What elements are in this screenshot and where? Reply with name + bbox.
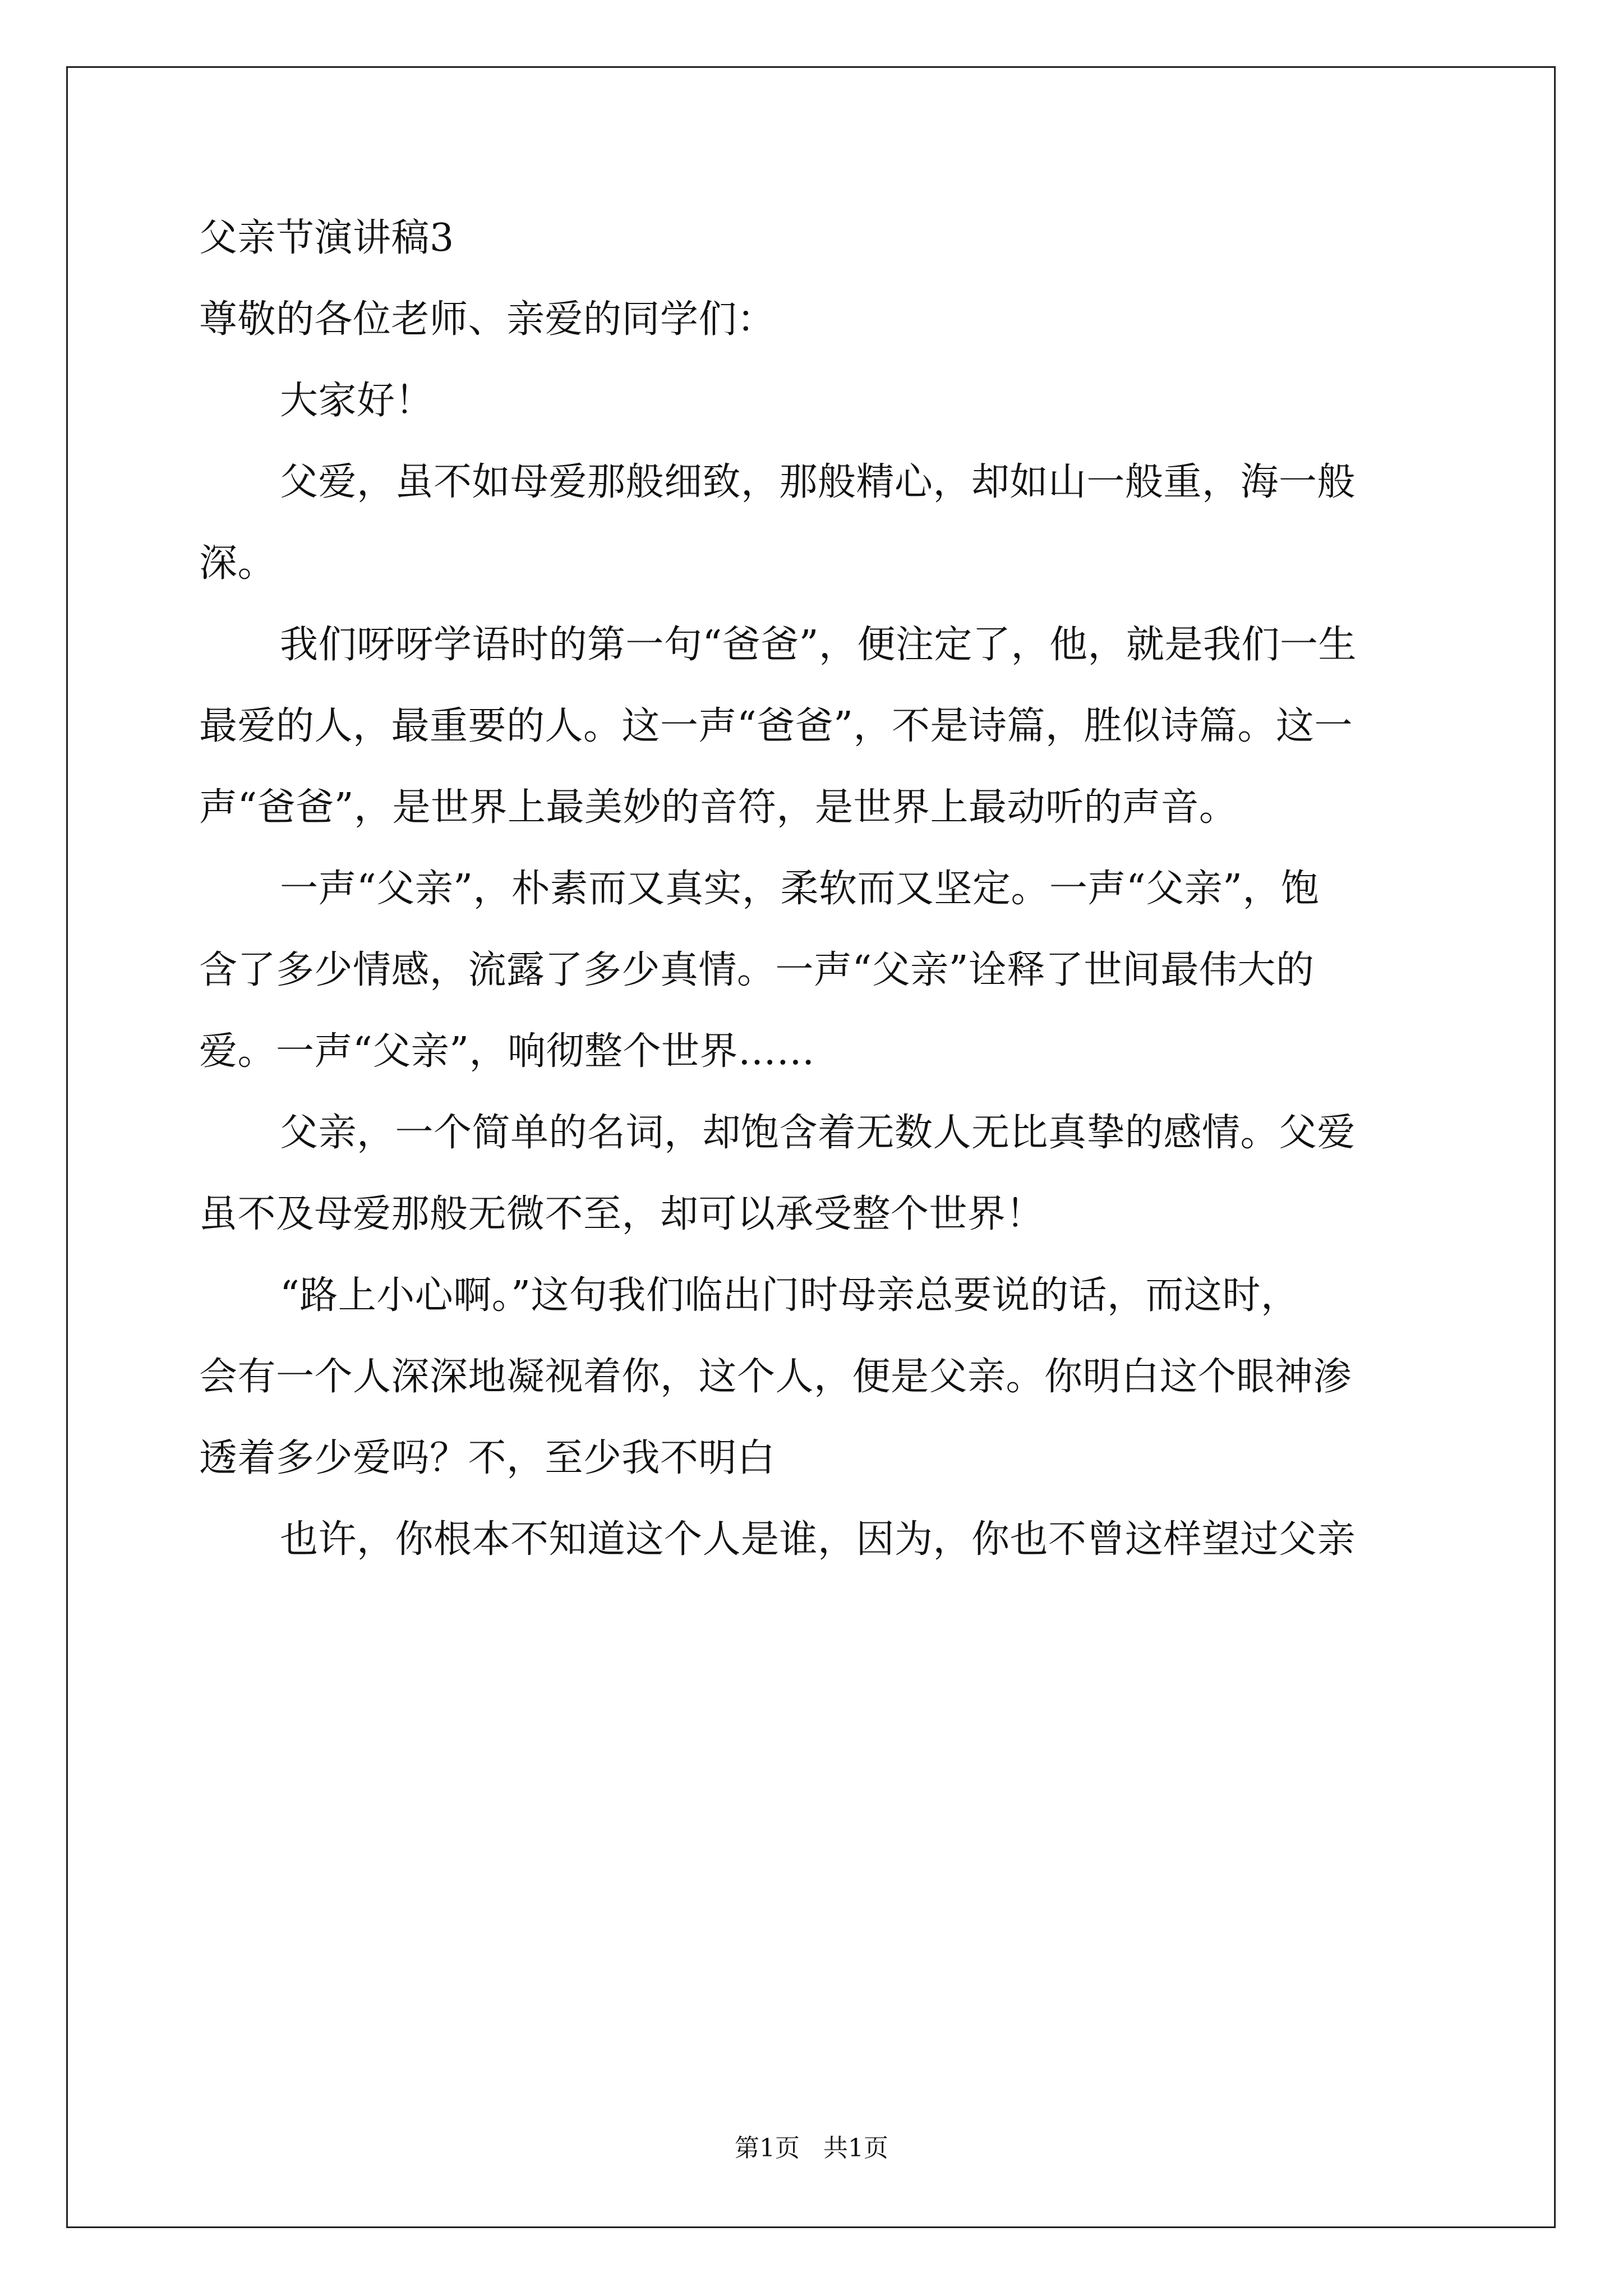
paragraph-line: 父爱，虽不如母爱那般细致，那般精心，却如山一般重，海一般 (280, 460, 1356, 504)
paragraph-line: “路上小心啊。”这句我们临出门时母亲总要说的话，而这时， (280, 1273, 1299, 1318)
paragraph-line: 透着多少爱吗？不，至少我不明白 (199, 1436, 776, 1480)
paragraph-line: 一声“父亲”，朴素而又真实，柔软而又坚定。一声“父亲”，饱 (280, 867, 1320, 911)
paragraph-line: 父亲，一个简单的名词，却饱含着无数人无比真挚的感情。父爱 (280, 1111, 1356, 1155)
paragraph-line: 也许，你根本不知道这个人是谁，因为，你也不曾这样望过父亲 (280, 1517, 1356, 1562)
paragraph-line: 虽不及母爱那般无微不至，却可以承受整个世界！ (199, 1192, 1045, 1236)
paragraph-line: 深。 (199, 541, 276, 586)
salutation: 尊敬的各位老师、亲爱的同学们： (199, 297, 776, 342)
paragraph-line: 含了多少情感，流露了多少真情。一声“父亲”诠释了世间最伟大的 (199, 948, 1315, 992)
paragraph-line: 爱。一声“父亲”，响彻整个世界…… (199, 1029, 815, 1074)
document-title: 父亲节演讲稿3 (199, 216, 454, 260)
paragraph-line: 最爱的人，最重要的人。这一声“爸爸”，不是诗篇，胜似诗篇。这一 (199, 704, 1353, 748)
paragraph-line: 我们呀呀学语时的第一句“爸爸”，便注定了，他，就是我们一生 (280, 623, 1357, 667)
page-number-footer: 第1页 共1页 (735, 2134, 888, 2162)
greeting: 大家好！ (280, 379, 434, 423)
paragraph-line: 会有一个人深深地凝视着你，这个人，便是父亲。你明白这个眼神渗 (199, 1355, 1352, 1399)
paragraph-line: 声“爸爸”，是世界上最美妙的音符，是世界上最动听的声音。 (199, 785, 1238, 830)
